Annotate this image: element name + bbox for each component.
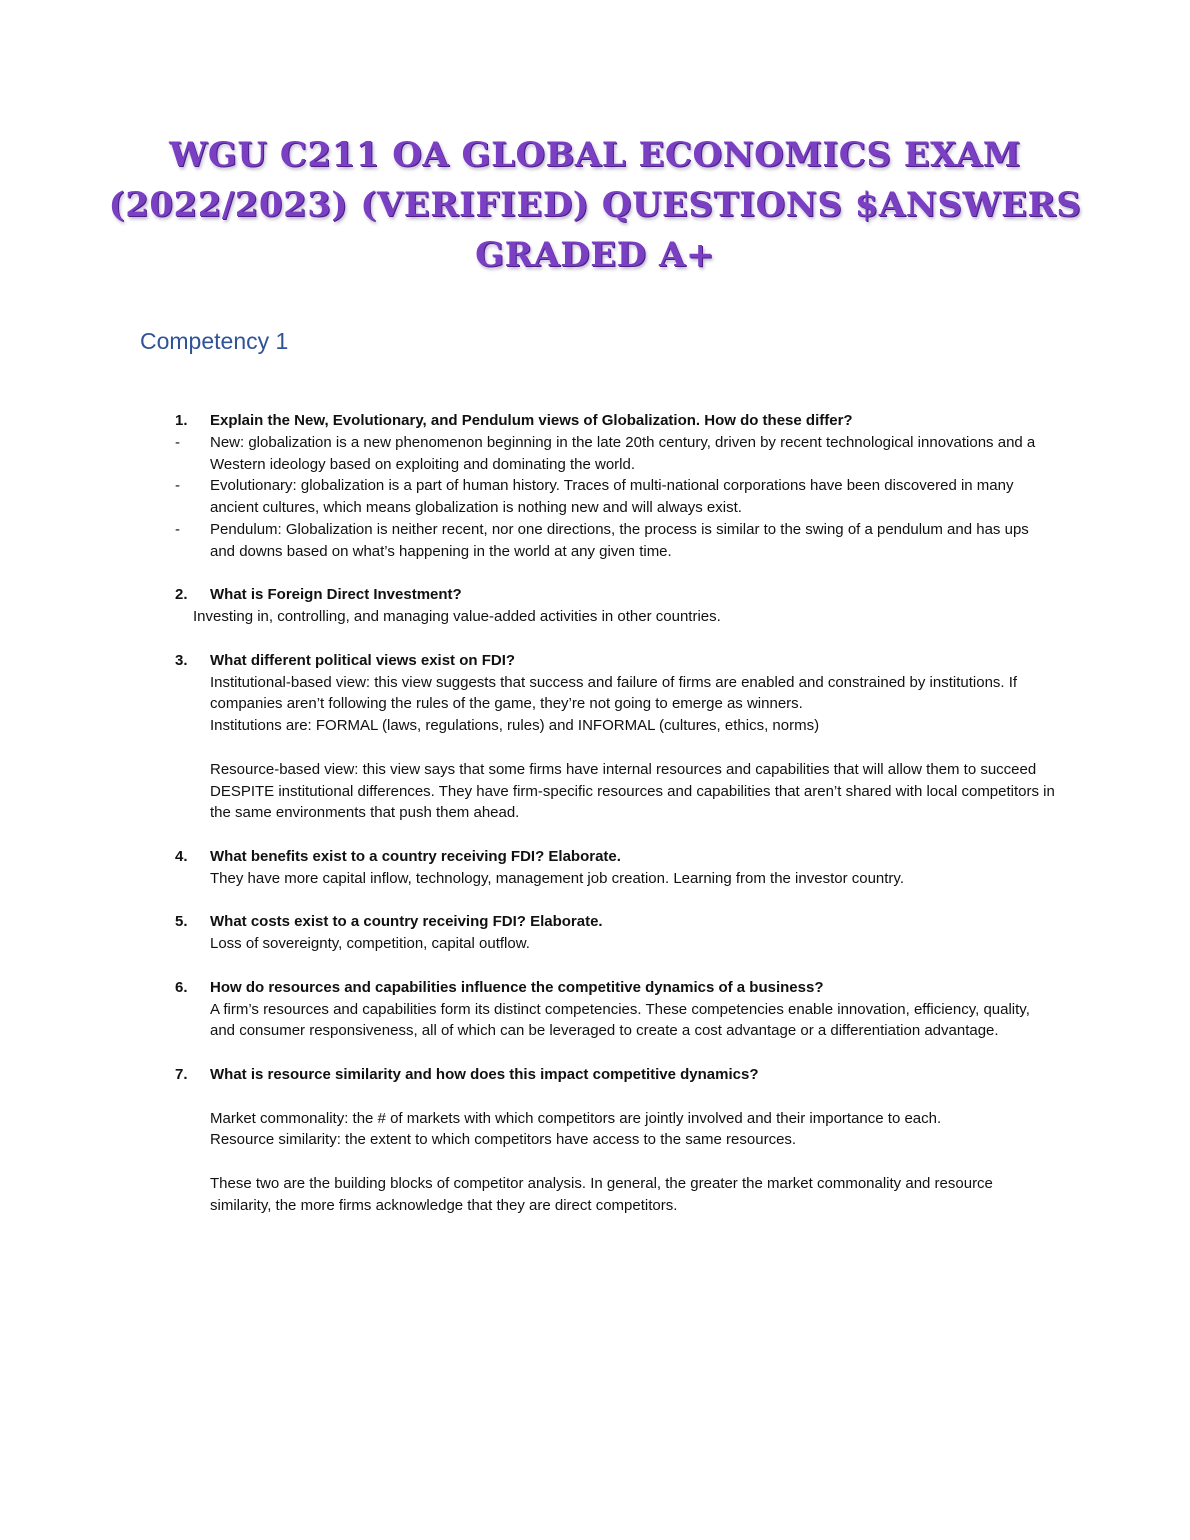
question-3 [175, 650, 1055, 672]
answer-text: Resource-based view: this view says that some firms have internal resources and capabilities that will allow them to succeed DESPITE institutional differences. They have firm-specific resources and capabilities that aren’t shared with local competitors in the same environments that push them ahead. [210, 760, 1055, 822]
question-number: 4. [175, 847, 188, 865]
section-heading: Competency 1 [140, 328, 289, 354]
question-6 [175, 977, 1055, 999]
question-number: 6. [175, 978, 188, 996]
question-number: 3. [175, 651, 188, 669]
answer-bullet [175, 432, 1055, 476]
answer-text: Investing in, controlling, and managing value-added activities in other countries. [193, 608, 721, 626]
title-line-2: (2022/2023) (VERIFIED) QUESTIONS $ANSWERS [108, 185, 1082, 225]
answer-bullet [175, 475, 1055, 519]
question-text: Explain the New, Evolutionary, and Pendulum views of Globalization. How do these differ? [210, 412, 853, 429]
answer-text: They have more capital inflow, technology, management job creation. Learning from the investor country. [210, 869, 904, 887]
answer-text: These two are the building blocks of competitor analysis. In general, the greater the market commonality and resource similarity, the more firms acknowledge that they are direct competitors. [210, 1174, 993, 1214]
question-number: 7. [175, 1065, 188, 1083]
bullet-dash: - [175, 477, 180, 495]
question-list [175, 410, 1055, 1216]
answer-text: Resource similarity: the extent to which competitors have access to the same resources. [210, 1131, 797, 1149]
question-number: 1. [175, 412, 188, 429]
question-text: What is Foreign Direct Investment? [210, 586, 462, 604]
answer-text: Institutions are: FORMAL (laws, regulations, rules) and INFORMAL (cultures, ethics, norms) [210, 717, 820, 735]
bullet-text: Pendulum: Globalization is neither recent, nor one directions, the process is similar to the swing of a pendulum and has ups and downs based on what’s happening in the world at any given time. [210, 520, 1029, 560]
title-line-3: GRADED A+ [475, 235, 715, 275]
question-text: What costs exist to a country receiving FDI? Elaborate. [210, 913, 603, 931]
question-text: What is resource similarity and how does this impact competitive dynamics? [210, 1065, 759, 1083]
question-number: 2. [175, 586, 188, 604]
answer-text: Market commonality: the # of markets with which competitors are jointly involved and their importance to each. [210, 1109, 942, 1127]
question-text: What benefits exist to a country receiving FDI? Elaborate. [210, 847, 621, 865]
question-5 [175, 911, 1055, 933]
question-text: What different political views exist on FDI? [210, 651, 516, 669]
document-title [0, 130, 1190, 280]
answer-text: Institutional-based view: this view suggests that success and failure of firms are enabled and constrained by institutions. If companies aren’t following the rules of the game, they’re not going to emerge as winners. [210, 673, 1018, 713]
answer-text: A firm’s resources and capabilities form its distinct competencies. These competencies enable innovation, efficiency, quality, and consumer responsiveness, all of which can be leveraged to create a cost advantage or a differentiation advantage. [210, 1000, 1030, 1040]
bullet-text: New: globalization is a new phenomenon beginning in the late 20th century, driven by recent technological innovations and a Western ideology based on exploiting and dominating the world. [210, 433, 1036, 473]
question-4 [175, 846, 1055, 868]
bullet-dash: - [175, 520, 180, 538]
title-line-1: WGU C211 OA GLOBAL ECONOMICS EXAM [169, 135, 1021, 175]
question-1 [175, 410, 1055, 432]
bullet-text: Evolutionary: globalization is a part of human history. Traces of multi-national corporations have been discovered in many ancient cultures, which means globalization is nothing new and will always exist. [210, 477, 1014, 517]
answer-text: Loss of sovereignty, competition, capital outflow. [210, 935, 530, 953]
question-number: 5. [175, 913, 188, 931]
question-7 [175, 1064, 1055, 1086]
answer-bullet [175, 519, 1055, 563]
bullet-dash: - [175, 433, 180, 451]
question-text: How do resources and capabilities influence the competitive dynamics of a business? [210, 978, 824, 996]
question-2 [175, 584, 1055, 606]
